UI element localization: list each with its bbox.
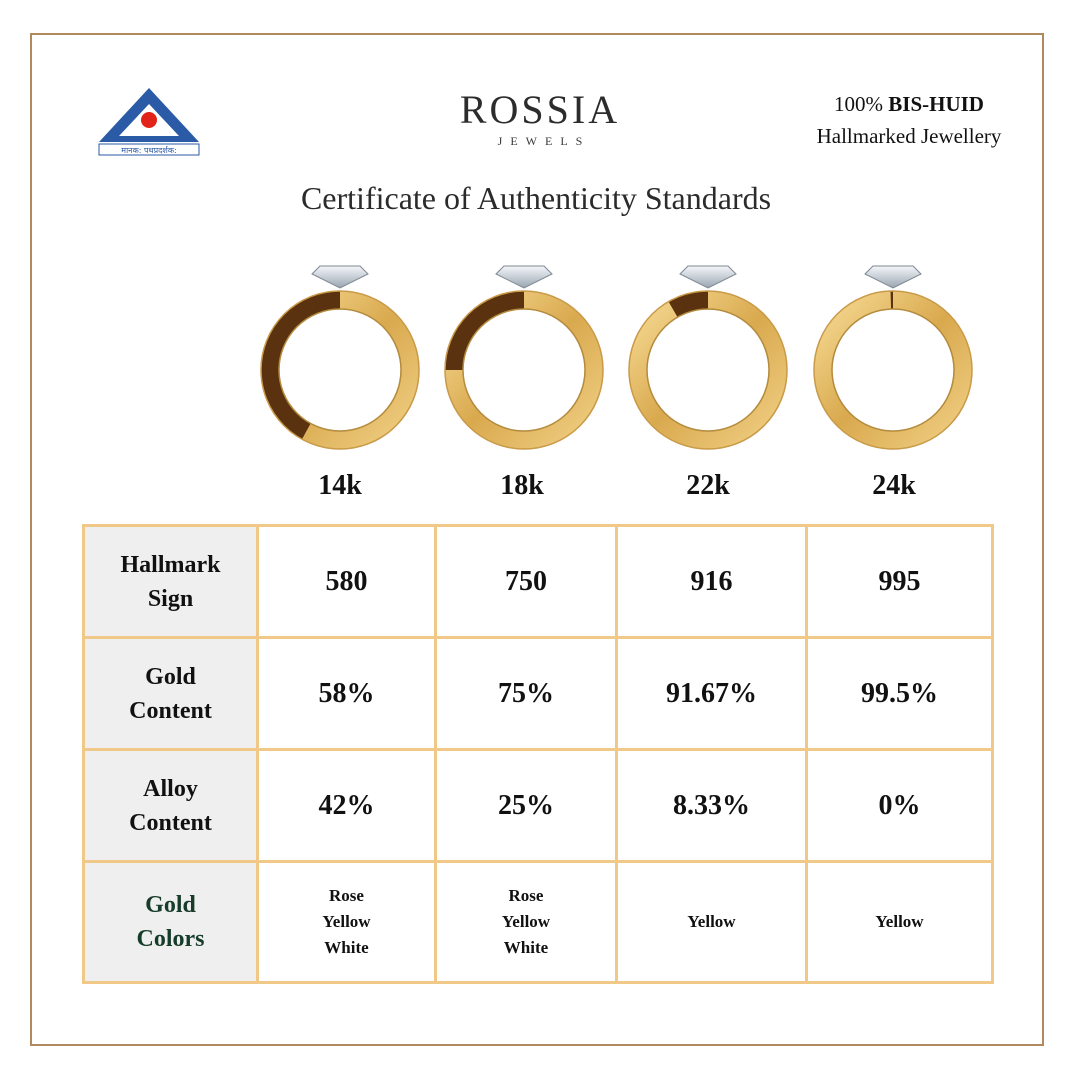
table-cell: 916 (617, 526, 807, 638)
table-row-hallmark (84, 526, 993, 638)
ring-14k (261, 266, 419, 449)
bis-caption: मानक: पथप्रदर्शक: (121, 146, 177, 155)
page-title: Certificate of Authenticity Standards (300, 180, 772, 216)
diamond-icon (680, 266, 736, 288)
brand-logo (440, 88, 640, 149)
ring-22k (629, 266, 787, 449)
huid-bold: BIS-HUID (888, 92, 984, 116)
table-row-gold-content (84, 638, 993, 750)
row-header-alloy-content: Alloy Content (84, 750, 258, 862)
diamond-icon (312, 266, 368, 288)
table-cell: 0% (807, 750, 993, 862)
ring-18k (445, 266, 603, 449)
huid-line2: Hallmarked Jewellery (816, 124, 1002, 148)
karat-label-22k: 22k (686, 470, 730, 501)
table-cell: 995 (807, 526, 993, 638)
huid-statement (790, 88, 1028, 152)
rings-illustration (0, 262, 1080, 462)
karat-label-14k: 14k (318, 470, 362, 501)
table-cell: 750 (436, 526, 617, 638)
ring-24k (814, 266, 972, 449)
karat-label-24k: 24k (872, 470, 916, 501)
table-cell: 25% (436, 750, 617, 862)
table-cell: 42% (258, 750, 436, 862)
table-cell: Yellow (807, 862, 993, 983)
table-cell: 99.5% (807, 638, 993, 750)
brand-name: ROSSIA (459, 87, 621, 132)
table-row-gold-colors (84, 862, 993, 983)
diamond-icon (496, 266, 552, 288)
table-row-alloy-content (84, 750, 993, 862)
table-cell: Rose Yellow White (258, 862, 436, 983)
table-cell: 580 (258, 526, 436, 638)
table-cell: Yellow (617, 862, 807, 983)
row-header-gold-content: Gold Content (84, 638, 258, 750)
row-header-gold-colors: Gold Colors (84, 862, 258, 983)
karat-label-18k: 18k (500, 470, 544, 501)
gold-standards-table (82, 524, 994, 984)
bis-logo (95, 84, 203, 156)
table-cell: Rose Yellow White (436, 862, 617, 983)
table-cell: 8.33% (617, 750, 807, 862)
row-header-hallmark: Hallmark Sign (84, 526, 258, 638)
huid-prefix: 100% (834, 92, 884, 116)
table-cell: 91.67% (617, 638, 807, 750)
table-cell: 75% (436, 638, 617, 750)
table-cell: 58% (258, 638, 436, 750)
alloy-arc (673, 300, 708, 309)
brand-subtitle: JEWELS (497, 134, 591, 148)
diamond-icon (865, 266, 921, 288)
